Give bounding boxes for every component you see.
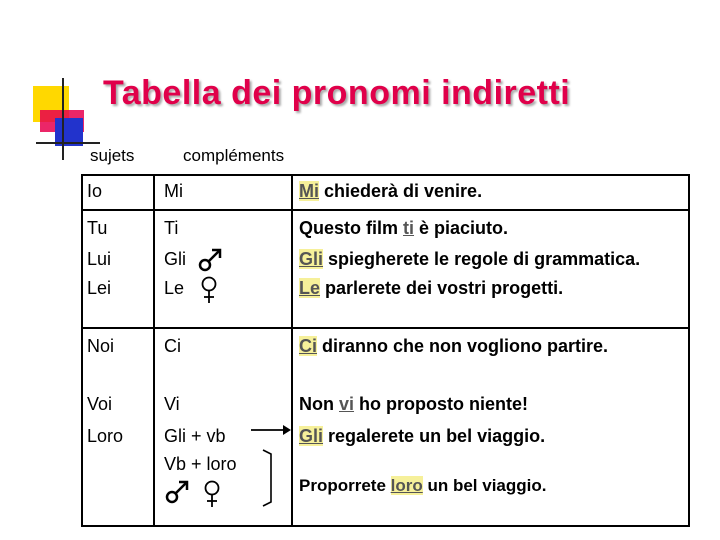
pronoun-table [81,174,690,527]
subject-cell: Lui [87,249,112,269]
example-sentence: Non vi ho proposto niente! [299,394,528,414]
pronoun-cell: Vb + loro [164,454,237,474]
subject-cell: Noi [87,336,115,356]
example-sentence: Ci diranno che non vogliono partire. [299,336,609,356]
male-symbol-icon [196,246,226,274]
highlighted-pronoun: ti [403,218,415,238]
male-symbol-icon [163,478,193,506]
subject-cell: Tu [87,218,108,238]
example-sentence: Gli spiegherete le regole di grammatica. [299,249,641,269]
column-label-complements: compléments [183,146,285,165]
table-divider [83,327,688,329]
subject-cell: Loro [87,426,124,446]
female-symbol-icon [202,479,222,509]
example-sentence: Mi chiederà di venire. [299,181,483,201]
highlighted-pronoun: loro [390,476,423,495]
example-sentence: Proporrete loro un bel viaggio. [299,476,547,495]
highlighted-pronoun: vi [339,394,355,414]
example-sentence: Questo film ti è piaciuto. [299,218,509,238]
highlighted-pronoun: Gli [299,426,324,446]
table-divider [83,209,688,211]
pronoun-cell: Le [164,278,185,298]
subject-cell: Lei [87,278,112,298]
highlighted-pronoun: Ci [299,336,317,356]
highlighted-pronoun: Gli [299,249,324,269]
logo-horizontal-line [36,142,100,144]
pronoun-cell: Ti [164,218,179,238]
table-divider [291,176,293,525]
pronoun-cell: Mi [164,181,183,201]
logo-vertical-line [62,78,64,160]
column-label-subjects: sujets [90,146,135,165]
bracket-icon [261,448,279,508]
pronoun-cell: Gli [164,249,186,269]
pronoun-cell: Vi [164,394,180,414]
pronoun-cell: Ci [164,336,181,356]
highlighted-pronoun: Mi [299,181,319,201]
page-title: Tabella dei pronomi indiretti [103,74,571,112]
highlighted-pronoun: Le [299,278,321,298]
pronoun-cell: Gli + vb [164,426,226,446]
table-divider [153,176,155,525]
arrow-icon [249,420,293,440]
subject-cell: Io [87,181,103,201]
subject-cell: Voi [87,394,113,414]
example-sentence: Gli regalerete un bel viaggio. [299,426,546,446]
female-symbol-icon [199,275,219,305]
example-sentence: Le parlerete dei vostri progetti. [299,278,564,298]
